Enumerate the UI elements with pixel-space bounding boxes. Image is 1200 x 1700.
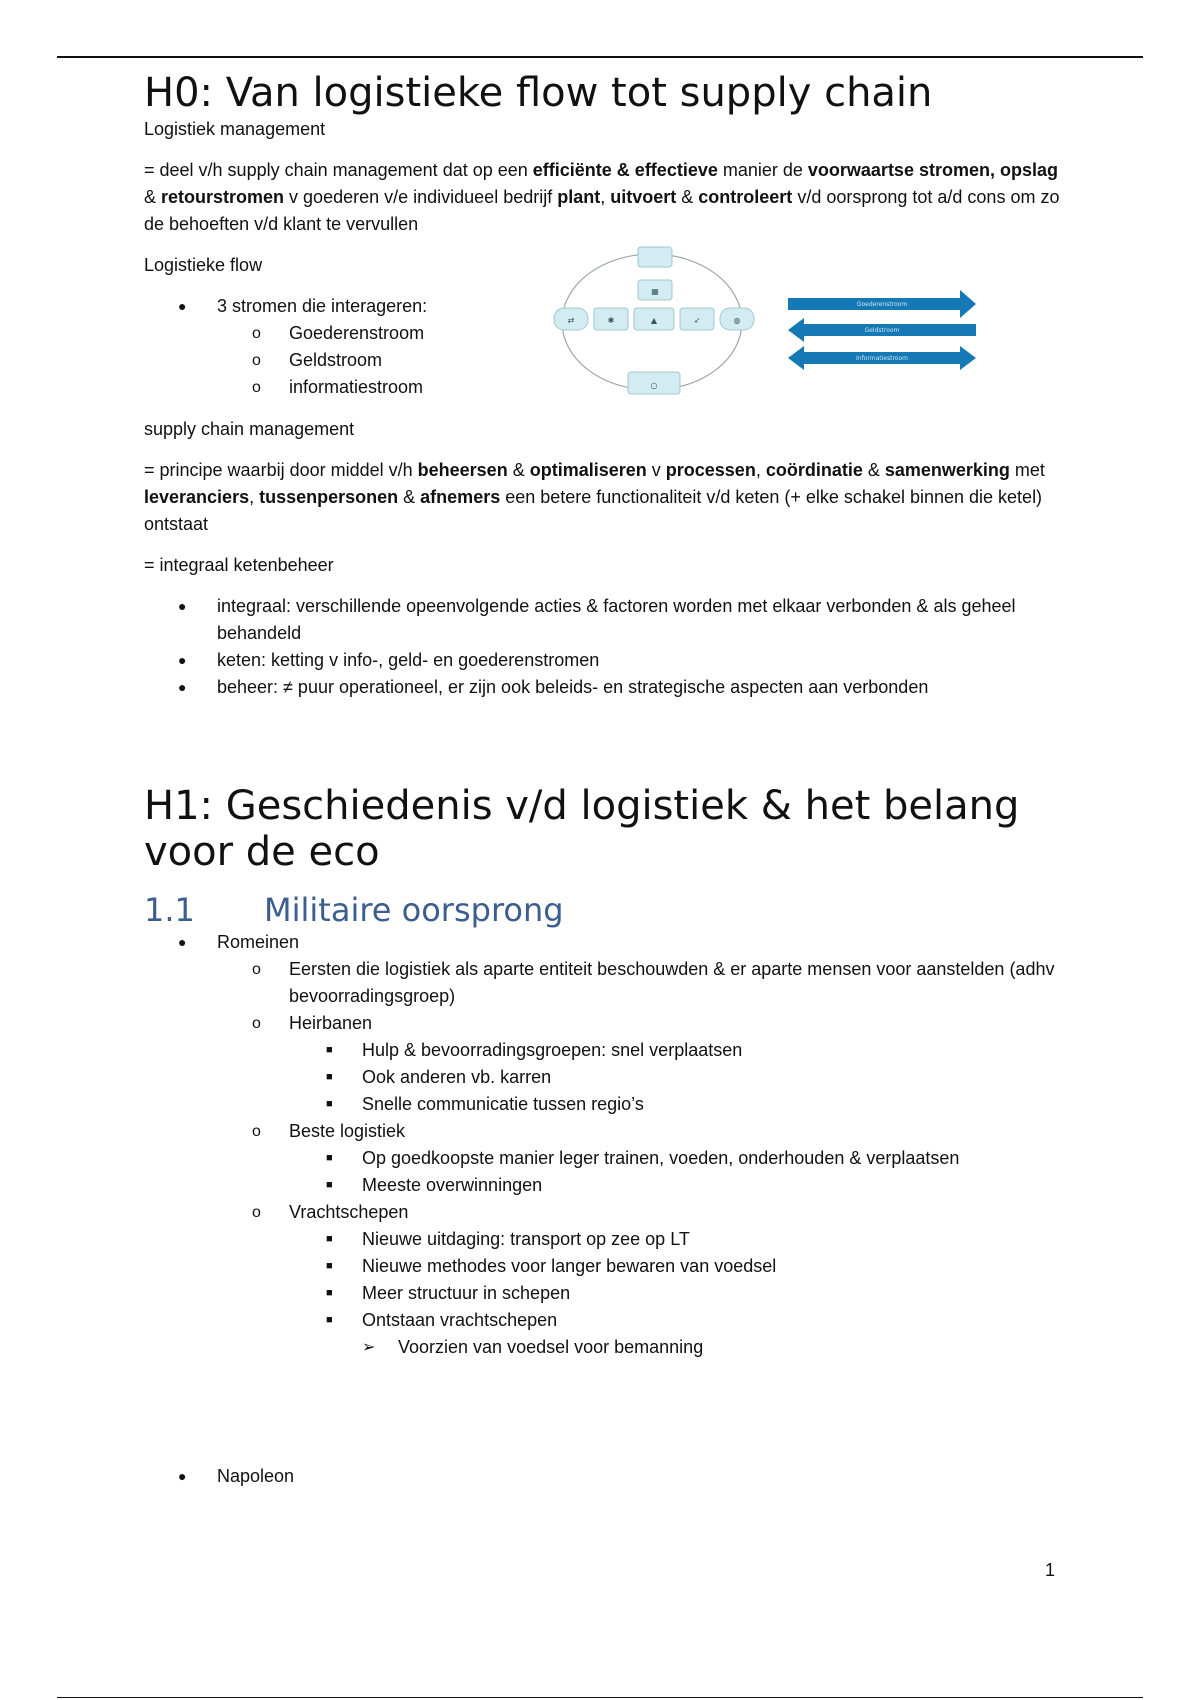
list-item: o Vrachtschepen (144, 1199, 1064, 1226)
bullet-icon: ● (178, 298, 187, 314)
svg-text:▲: ▲ (650, 316, 658, 325)
list-item: ● Napoleon (144, 1463, 1064, 1490)
list-item: ● beheer: ≠ puur operationeel, er zijn ook beleids- en strategische aspecten aan verbonden (144, 674, 1064, 701)
circle-bullet-icon: o (252, 1123, 261, 1140)
square-bullet-icon: ■ (326, 1287, 333, 1299)
list-item: ■ Meer structuur in schepen (144, 1280, 1064, 1307)
square-bullet-icon: ■ (326, 1260, 333, 1272)
list-item: ■ Ontstaan vrachtschepen (144, 1307, 1064, 1334)
diagram-arrow-label: Geldstroom (864, 327, 900, 334)
bottom-rule (57, 1697, 1143, 1698)
logistieke-flow-label: Logistieke flow (144, 255, 263, 275)
square-bullet-icon: ■ (326, 1233, 333, 1245)
diagram-arrow-label: Goederenstroom (856, 301, 908, 308)
list-item: o Goederenstroom (144, 320, 1064, 347)
circle-bullet-icon: o (252, 325, 261, 342)
list-item: o Heirbanen (144, 1010, 1064, 1037)
section-number: 1.1 (144, 891, 195, 929)
bullet-icon: ● (178, 679, 187, 695)
svg-text:▦: ▦ (651, 287, 659, 296)
integraal-list (144, 593, 1064, 701)
circle-bullet-icon: o (252, 1204, 261, 1221)
napoleon-list (144, 1463, 1064, 1490)
bullet-icon: ● (178, 934, 187, 950)
square-bullet-icon: ■ (326, 1071, 333, 1083)
integraal-ketenbeheer-label: = integraal ketenbeheer (144, 555, 334, 575)
bullet-icon: ● (178, 1468, 187, 1484)
svg-text:⇄: ⇄ (567, 316, 575, 325)
circle-bullet-icon: o (252, 352, 261, 369)
square-bullet-icon: ■ (326, 1179, 333, 1191)
section-title: Militaire oorsprong (264, 891, 564, 929)
svg-text:✱: ✱ (607, 316, 615, 325)
circle-bullet-icon: o (252, 379, 261, 396)
h0-title: H0: Van logistieke flow tot supply chain (144, 70, 933, 116)
list-item: ■ Nieuwe uitdaging: transport op zee op LT (144, 1226, 1064, 1253)
logistieke-flow-section (144, 252, 1064, 416)
bullet-icon: ● (178, 598, 187, 614)
list-item: ● 3 stromen die interageren: (144, 293, 1064, 320)
diagram-node-top (638, 247, 672, 267)
section-heading (144, 891, 1064, 929)
list-item: ■ Ook anderen vb. karren (144, 1064, 1064, 1091)
history-list (144, 929, 1064, 1361)
list-item: ■ Hulp & bevoorradingsgroepen: snel verplaatsen (144, 1037, 1064, 1064)
list-item: ● Romeinen (144, 929, 1064, 956)
definition-logistiek-management: = deel v/h supply chain management dat op een efficiënte & effectieve manier de voorwaartse stromen, opslag & retourstromen v goederen v/e individueel bedrijf plant, uitvoert & controleert v/d oorsprong tot a/d cons om zo de behoeften v/d klant te vervullen (144, 160, 1060, 234)
list-item: ● integraal: verschillende opeenvolgende acties & factoren worden met elkaar verbonden & als geheel behandeld (144, 593, 1064, 647)
list-item: o Eersten die logistiek als aparte entiteit beschouwden & er aparte mensen voor aanstelden (adhv bevoorradingsgroep) (144, 956, 1064, 1010)
svg-text:◍: ◍ (733, 316, 741, 325)
scm-label: supply chain management (144, 419, 355, 439)
h1-title: H1: Geschiedenis v/d logistiek & het belang voor de eco (144, 783, 1020, 875)
list-item: ■ Snelle communicatie tussen regio’s (144, 1091, 1064, 1118)
circle-bullet-icon: o (252, 961, 261, 978)
list-item: ➢ Voorzien van voedsel voor bemanning (144, 1334, 1064, 1361)
list-item: ■ Meeste overwinningen (144, 1172, 1064, 1199)
square-bullet-icon: ■ (326, 1152, 333, 1164)
list-item: ● keten: ketting v info-, geld- en goederenstromen (144, 647, 1064, 674)
svg-text:➶: ➶ (693, 316, 701, 325)
square-bullet-icon: ■ (326, 1098, 333, 1110)
square-bullet-icon: ■ (326, 1314, 333, 1326)
svg-text:○: ○ (650, 381, 658, 390)
top-rule (57, 56, 1143, 58)
logistiek-management-label: Logistiek management (144, 119, 326, 139)
list-item: ■ Nieuwe methodes voor langer bewaren van voedsel (144, 1253, 1064, 1280)
bullet-icon: ● (178, 652, 187, 668)
list-item: o informatiestroom (144, 374, 1064, 401)
list-item: o Beste logistiek (144, 1118, 1064, 1145)
arrow-bullet-icon: ➢ (362, 1339, 376, 1356)
document-page (144, 70, 1064, 1490)
page-number: 1 (1045, 1560, 1056, 1580)
square-bullet-icon: ■ (326, 1044, 333, 1056)
logistics-flow-diagram (552, 242, 1012, 412)
list-item: o Geldstroom (144, 347, 1064, 374)
diagram-arrow-label: Informatiestroom (856, 355, 908, 362)
circle-bullet-icon: o (252, 1015, 261, 1032)
list-item: ■ Op goedkoopste manier leger trainen, voeden, onderhouden & verplaatsen (144, 1145, 1064, 1172)
definition-scm: = principe waarbij door middel v/h beheersen & optimaliseren v processen, coördinatie & samenwerking met leveranciers, tussenpersonen & afnemers een betere functionaliteit v/d keten (+ elke schakel binnen die ketel) ontstaat (144, 460, 1045, 534)
